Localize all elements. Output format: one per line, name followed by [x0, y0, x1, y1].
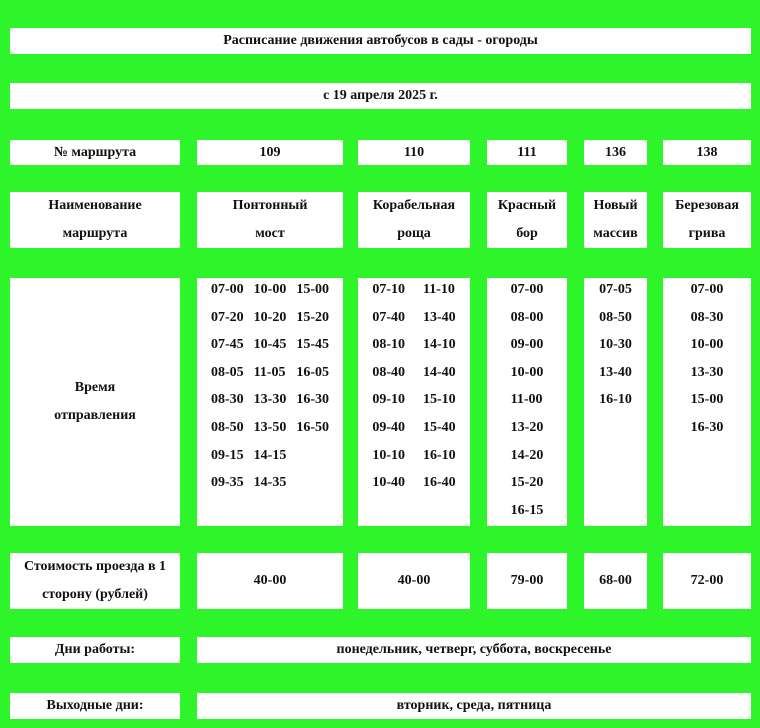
price-value: 79-00 [510, 573, 544, 588]
departure-time: 10-30 [599, 337, 632, 353]
price-value: 68-00 [599, 573, 632, 588]
departure-time: 14-35 [253, 475, 287, 491]
title: Расписание движения автобусов в сады - огороды [223, 33, 538, 48]
departure-time: 07-00 [510, 282, 544, 297]
departure-time: 07-20 [210, 309, 244, 325]
departure-time: 15-40 [423, 419, 456, 435]
route-109-name-cell [197, 192, 343, 248]
departure-time: 15-10 [423, 392, 456, 408]
route-number-label: № маршрута [53, 144, 137, 160]
times-column [511, 280, 544, 528]
work-days-label: Дни работы: [54, 642, 136, 657]
title-bar [10, 28, 751, 54]
departure-time: 10-20 [253, 309, 287, 325]
times-column [211, 280, 244, 501]
route-138-times-cell [663, 278, 751, 526]
departure-time: 07-45 [210, 337, 244, 353]
departure-time: 08-05 [210, 364, 244, 380]
times-column [254, 280, 287, 501]
departure-time: 07-40 [372, 309, 405, 325]
days-off-label: Выходные дни: [46, 698, 144, 713]
departure-time: 09-00 [510, 337, 544, 353]
departure-time: 09-35 [210, 475, 244, 491]
effective-date: с 19 апреля 2025 г. [323, 88, 438, 103]
departure-time: 15-45 [296, 337, 329, 353]
departure-time: 09-10 [372, 392, 405, 408]
departure-time: 16-30 [690, 419, 724, 435]
route-name-label: Наименование маршрута [48, 198, 142, 241]
departure-time: 15-00 [690, 392, 724, 408]
route-138-name-cell [663, 192, 751, 248]
date-bar [10, 83, 751, 109]
departure-time: 11-00 [510, 392, 543, 408]
departure-time: 11-05 [253, 364, 286, 380]
route-name: Красный бор [497, 198, 557, 241]
departure-time: 13-20 [510, 419, 544, 435]
times-column [372, 280, 405, 501]
route-number: 111 [517, 144, 537, 160]
route-111-times-cell [487, 278, 567, 526]
departure-time: 16-15 [510, 502, 544, 518]
price-label: Стоимость проезда в 1 сторону (рублей) [23, 559, 167, 602]
departure-time: 08-50 [599, 309, 632, 325]
departure-time: 16-05 [296, 364, 329, 380]
times-column [423, 280, 456, 501]
route-name: Новый массив [593, 198, 638, 241]
times-column [599, 280, 632, 418]
departure-time: 13-30 [690, 364, 724, 380]
departure-time: 14-40 [423, 364, 456, 380]
price-value: 40-00 [253, 573, 287, 588]
days-off-label-cell [10, 693, 180, 719]
route-136-price-cell [584, 553, 647, 609]
route-138-price-cell [663, 553, 751, 609]
route-110-number-cell [358, 140, 470, 165]
departure-time: 09-40 [372, 419, 405, 435]
days-off-cell [197, 693, 751, 719]
work-days-label-cell [10, 637, 180, 663]
departure-time: 07-10 [372, 282, 405, 297]
route-136-name-cell [584, 192, 647, 248]
route-name: Березовая грива [675, 198, 739, 241]
departure-time: 07-00 [210, 282, 244, 297]
departure-time: 10-40 [372, 475, 405, 491]
departure-time: 10-00 [690, 337, 724, 353]
departure-time: 13-40 [423, 309, 456, 325]
route-number: 136 [605, 144, 626, 160]
route-number: 138 [696, 144, 718, 160]
price-value: 40-00 [397, 573, 431, 588]
departure-time: 13-30 [253, 392, 287, 408]
departure-time: 08-30 [690, 309, 724, 325]
departure-time: 11-10 [423, 282, 455, 297]
departure-time: 14-10 [423, 337, 456, 353]
departure-time: 14-15 [253, 447, 287, 463]
departure-time: 07-05 [599, 282, 632, 297]
times-column [691, 280, 724, 446]
departure-time: 16-40 [423, 475, 456, 491]
departure-label: Время отправления [54, 380, 136, 423]
departure-label-cell [10, 278, 180, 526]
route-number: 109 [259, 144, 281, 160]
departure-time: 10-45 [253, 337, 287, 353]
departure-time: 07-00 [690, 282, 724, 297]
route-111-price-cell [487, 553, 567, 609]
work-days-value: понедельник, четверг, суббота, воскресенье [336, 642, 612, 657]
times-column [296, 280, 329, 501]
departure-time: 16-30 [296, 392, 329, 408]
route-name: Корабельная роща [372, 198, 456, 241]
route-number: 110 [403, 144, 425, 160]
price-label-cell [10, 553, 180, 609]
route-136-times-cell [584, 278, 647, 526]
departure-time: 16-10 [599, 392, 632, 408]
departure-time: 08-10 [372, 337, 405, 353]
departure-time: 08-40 [372, 364, 405, 380]
departure-time: 15-20 [510, 475, 544, 491]
days-off-value: вторник, среда, пятница [396, 698, 552, 713]
departure-time: 14-20 [510, 447, 544, 463]
route-number-label-cell [10, 140, 180, 165]
departure-time: 15-00 [296, 282, 329, 297]
departure-time: 08-00 [510, 309, 544, 325]
route-111-name-cell [487, 192, 567, 248]
departure-time: 10-00 [510, 364, 544, 380]
route-name-label-cell [10, 192, 180, 248]
route-110-name-cell [358, 192, 470, 248]
route-109-number-cell [197, 140, 343, 165]
departure-time: 16-10 [423, 447, 456, 463]
route-110-price-cell [358, 553, 470, 609]
route-name: Понтонный мост [232, 198, 308, 241]
departure-time: 15-20 [296, 309, 329, 325]
departure-time: 08-50 [210, 419, 244, 435]
departure-time: 10-00 [253, 282, 287, 297]
departure-time: 08-30 [210, 392, 244, 408]
departure-time: 13-40 [599, 364, 632, 380]
departure-time: 16-50 [296, 419, 329, 435]
route-109-times-cell [197, 278, 343, 526]
work-days-cell [197, 637, 751, 663]
route-109-price-cell [197, 553, 343, 609]
route-138-number-cell [663, 140, 751, 165]
route-111-number-cell [487, 140, 567, 165]
route-136-number-cell [584, 140, 647, 165]
price-value: 72-00 [690, 573, 724, 588]
route-110-times-cell [358, 278, 470, 526]
departure-time: 13-50 [253, 419, 287, 435]
departure-time: 09-15 [210, 447, 244, 463]
departure-time: 10-10 [372, 447, 405, 463]
